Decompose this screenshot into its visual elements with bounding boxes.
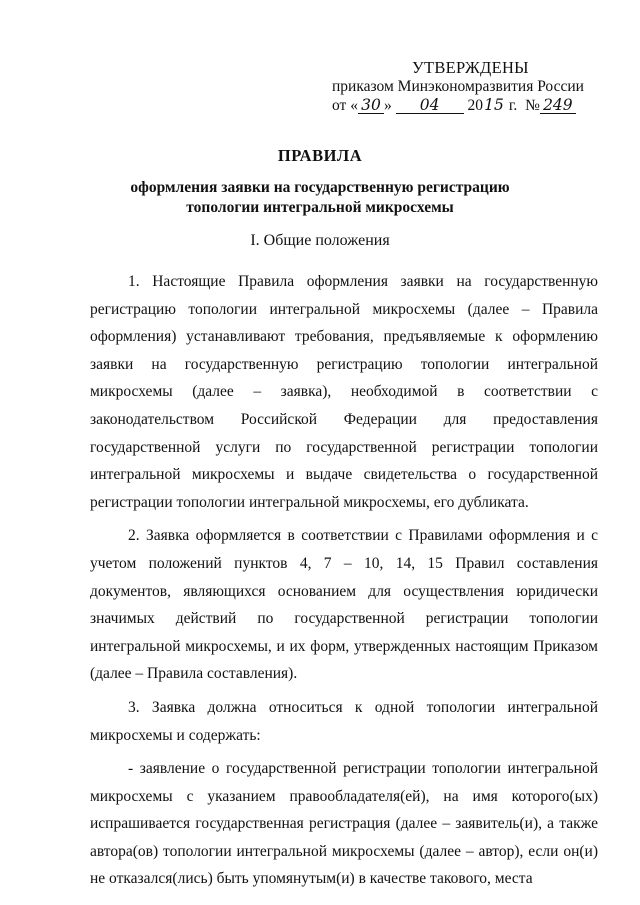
paragraph-2: 2. Заявка оформляется в соответствии с Правилами оформления и с учетом положений пунктов 4, 7 – 10, 14, 15 Правил составления документов, являющихся основанием для осуществления юридически значимых действий по государственной регистрации топологии интегральной микросхемы, и их форм, утвержденных настоящим Приказом (далее – Правила составления). [90,527,598,683]
paragraph-3: 3. Заявка должна относиться к одной топологии интегральной микросхемы и содержать: [90,698,598,744]
number-label: № [525,97,540,114]
paragraph-4: - заявление о государственной регистрации топологии интегральной микросхемы с указанием правообладателя(ей), на имя которого(ых) испрашивается государственная регистрация (далее – заявитель(и), а также автора(ов) топологии интегральной микросхемы (далее – автор), если он(и) не отказался(лись) быть упомянутым(и) в качестве такового, места [90,760,598,888]
year-label: г. [508,97,518,114]
document-title: ПРАВИЛА [277,146,363,165]
date-day-close: » [383,97,392,114]
section-heading: I. Общие положения [250,232,390,249]
approval-order: приказом Минэкономразвития России [332,78,584,95]
handwritten-number: 249 [540,98,576,114]
document-subtitle [0,178,640,218]
handwritten-year: 15 [484,96,504,114]
handwritten-day: 30 [358,98,384,114]
approval-date-line [332,96,622,115]
handwritten-month: 04 [396,98,464,114]
approval-stamp [332,58,622,115]
subtitle-line-1: оформления заявки на государственную регистрацию [130,179,510,196]
approval-heading: УТВЕРЖДЕНЫ [412,58,529,77]
paragraph-1: 1. Настоящие Правила оформления заявки на государственную регистрацию топологии интегральной микросхемы (далее – Правила оформления) устанавливают требования, предъявляемые к оформлению заявки на государственную регистрацию топологии интегральной микросхемы (далее – заявка), необходимой в соответствии с законодательством Российской Федерации для предоставления государственной услуги по государственной регистрации топологии интегральной микросхемы и выдаче свидетельства о государственной регистрации топологии интегральной микросхемы, его дубликата. [90,273,598,511]
subtitle-line-2: топологии интегральной микросхемы [186,199,454,216]
date-from-label: от « [332,97,358,114]
document-body [90,268,598,893]
year-prefix: 20 [467,97,483,114]
